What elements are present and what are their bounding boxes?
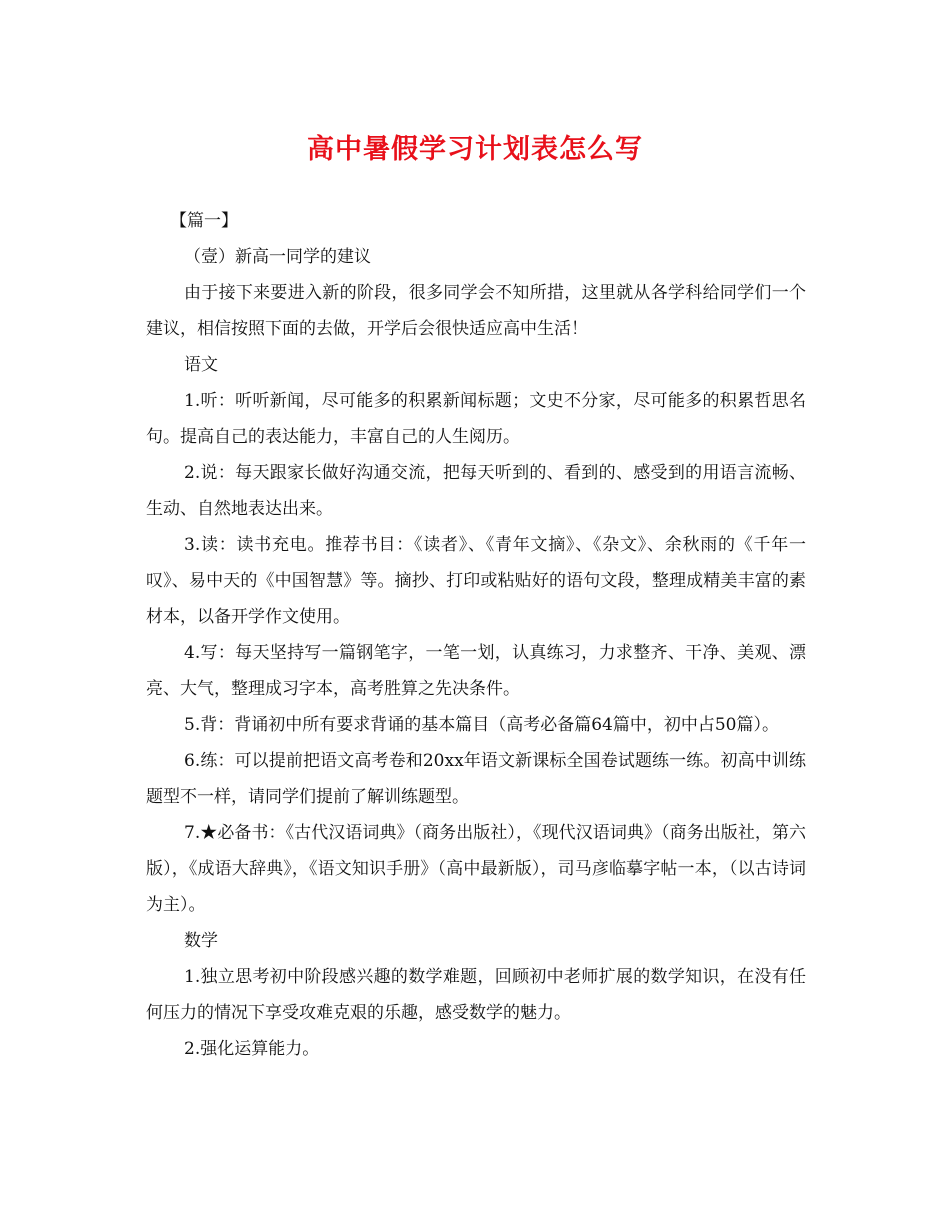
math-heading: 数学 [184, 931, 218, 951]
math-item-2: 2.强化运算能力。 [184, 1039, 320, 1059]
document-title: 高中暑假学习计划表怎么写 [307, 134, 643, 165]
document-body [146, 203, 806, 1067]
chinese-item-2: 2.说：每天跟家长做好沟通交流，把每天听到的、看到的、感受到的用语言流畅、生动、自然地表达出来。 [146, 463, 806, 519]
subsection-heading: （壹）新高一同学的建议 [184, 247, 371, 267]
math-item-1: 1.独立思考初中阶段感兴趣的数学难题，回顾初中老师扩展的数学知识，在没有任何压力的情况下享受攻难克艰的乐趣，感受数学的魅力。 [146, 967, 806, 1023]
chinese-item-5: 5.背：背诵初中所有要求背诵的基本篇目（高考必备篇64篇中，初中占50篇）。 [184, 715, 779, 735]
section-label: 【篇一】 [170, 211, 238, 231]
chinese-heading: 语文 [184, 355, 218, 375]
chinese-item-1: 1.听：听听新闻，尽可能多的积累新闻标题；文史不分家，尽可能多的积累哲思名句。提高自己的表达能力，丰富自己的人生阅历。 [146, 391, 806, 447]
chinese-item-6: 6.练：可以提前把语文高考卷和20xx年语文新课标全国卷试题练一练。初高中训练题型不一样，请同学们提前了解训练题型。 [146, 751, 806, 807]
chinese-item-3: 3.读：读书充电。推荐书目：《读者》、《青年文摘》、《杂文》、余秋雨的《千年一叹》、易中天的《中国智慧》等。摘抄、打印或粘贴好的语句文段，整理成精美丰富的素材本，以备开学作文使用。 [146, 535, 806, 627]
intro-paragraph: 由于接下来要进入新的阶段，很多同学会不知所措，这里就从各学科给同学们一个建议，相信按照下面的去做，开学后会很快适应高中生活！ [146, 283, 806, 339]
chinese-item-7: 7.★必备书：《古代汉语词典》（商务出版社），《现代汉语词典》（商务出版社，第六版），《成语大辞典》，《语文知识手册》（高中最新版），司马彦临摹字帖一本，（以古诗词为主）。 [146, 823, 806, 915]
chinese-item-4: 4.写：每天坚持写一篇钢笔字，一笔一划，认真练习，力求整齐、干净、美观、漂亮、大气，整理成习字本，高考胜算之先决条件。 [146, 643, 806, 699]
